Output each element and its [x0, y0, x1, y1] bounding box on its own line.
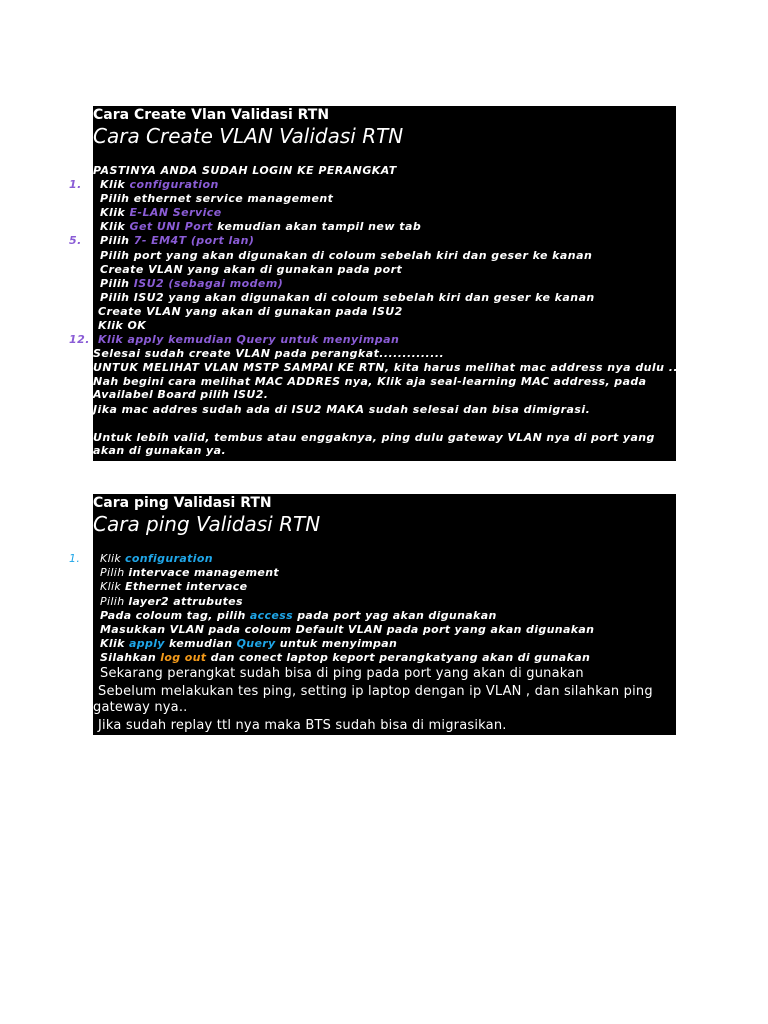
- list-text: [100, 637, 397, 650]
- step-text: dan conect laptop keport perangkatyang akan di gunakan: [206, 651, 591, 665]
- list-text: [100, 263, 402, 276]
- list-text: [100, 566, 279, 579]
- highlight-text: Query: [236, 637, 276, 651]
- step-text: Klik: [100, 637, 129, 651]
- list-text: [100, 609, 497, 622]
- vlan-guide-block: [69, 106, 678, 461]
- list-text: [100, 192, 333, 205]
- list-number: 3.: [69, 580, 81, 594]
- list-number: 11.: [69, 718, 91, 733]
- list-number: 3.: [69, 206, 82, 220]
- step-text: Pilih: [100, 566, 129, 580]
- list-text: Jika sudah replay ttl nya maka BTS sudah bisa di migrasikan.: [98, 718, 507, 733]
- list-text: [100, 206, 222, 219]
- step-text: Klik OK: [98, 319, 147, 332]
- list-text: [100, 277, 283, 290]
- paragraph-3: Jika mac addres sudah ada di ISU2 MAKA sudah selesai dan bisa dimigrasi.: [93, 403, 591, 416]
- list-text: [100, 178, 219, 191]
- highlight-text: configuration: [129, 178, 219, 191]
- step-text: Pilih: [100, 234, 134, 248]
- step-text: Pilih port yang akan digunakan di coloum sebelah kiri dan geser ke kanan: [100, 248, 593, 262]
- list-text: [98, 305, 403, 318]
- list-text: [98, 319, 146, 332]
- list-item-continuation: gateway nya..: [93, 700, 188, 715]
- paragraph-1: UNTUK MELIHAT VLAN MSTP SAMPAI KE RTN, kita harus melihat mac address nya dulu ..: [93, 361, 678, 374]
- list-number: 5.: [69, 234, 82, 248]
- list-number: 6.: [69, 623, 81, 636]
- list-text: [100, 220, 421, 233]
- step-text: kemudian akan tampil new tab: [212, 220, 422, 234]
- section-title-small: Cara ping Validasi RTN: [93, 495, 272, 511]
- step-text: Pilih ethernet service management: [100, 192, 334, 206]
- highlight-text: Ethernet intervace: [124, 580, 248, 594]
- highlight-text: intervace management: [128, 566, 280, 580]
- highlight-text: Get UNI Port: [129, 220, 213, 234]
- list-text: Sekarang perangkat sudah bisa di ping pada port yang akan di gunakan: [100, 666, 584, 681]
- section-title: Cara ping Validasi RTN: [93, 512, 321, 536]
- list-text: [100, 249, 592, 262]
- step-text: Silahkan: [100, 651, 161, 665]
- highlight-text: 7- EM4T (port lan): [133, 234, 255, 248]
- step-text: kemudian: [164, 637, 237, 651]
- highlight-text: configuration: [124, 552, 213, 565]
- list-number: 8.: [69, 651, 81, 665]
- highlight-text: ISU2 (sebagai modem): [133, 276, 284, 290]
- list-number: 4.: [69, 594, 81, 608]
- section-title-small: Cara Create Vlan Validasi RTN: [93, 107, 330, 123]
- list-number: 6.: [69, 248, 82, 262]
- list-text: [100, 552, 213, 565]
- list-text: [98, 333, 399, 346]
- highlight-text: apply: [128, 637, 165, 651]
- list-number: 10.: [69, 304, 90, 318]
- list-number: 8.: [69, 276, 82, 290]
- ping-guide-block: [69, 494, 676, 735]
- list-number: 2.: [69, 192, 82, 206]
- step-text: Create VLAN yang akan di gunakan pada port: [100, 262, 403, 276]
- section-title: Cara Create VLAN Validasi RTN: [93, 124, 404, 148]
- list-text: [100, 595, 243, 608]
- highlight-text: layer2 attrubutes: [128, 594, 243, 608]
- list-number: 4.: [69, 220, 82, 234]
- list-number: 12.: [69, 333, 90, 347]
- list-text: [100, 651, 590, 664]
- list-number: 2.: [69, 566, 81, 580]
- list-text: [100, 623, 594, 636]
- list-number: 11.: [69, 319, 90, 332]
- list-number: 7.: [69, 262, 82, 276]
- list-number: 1.: [69, 552, 81, 565]
- list-number: 9.: [69, 290, 82, 304]
- list-text: Sebelum melakukan tes ping, setting ip laptop dengan ip VLAN , dan silahkan ping: [98, 684, 653, 699]
- list-number: 10.: [69, 684, 91, 699]
- list-number: 5.: [69, 608, 81, 622]
- highlight-text: log out: [160, 651, 207, 665]
- step-text: Masukkan VLAN pada coloum Default VLAN pada port yang akan digunakan: [100, 623, 595, 636]
- intro-text: PASTINYA ANDA SUDAH LOGIN KE PERANGKAT: [93, 164, 397, 177]
- step-text: Pilih ISU2 yang akan digunakan di coloum sebelah kiri dan geser ke kanan: [100, 290, 595, 304]
- list-number: 9.: [69, 666, 82, 681]
- step-text: Pilih: [100, 594, 129, 608]
- list-text: [100, 291, 595, 304]
- step-text: pada port yag akan digunakan: [293, 608, 497, 622]
- highlight-text: Klik apply kemudian Query untuk menyimpan: [98, 333, 400, 347]
- list-number: 7.: [69, 637, 81, 651]
- step-text: Create VLAN yang akan di gunakan pada ISU2: [98, 304, 403, 318]
- step-text: Klik: [100, 206, 130, 220]
- list-text: [100, 580, 247, 593]
- paragraph-4: Untuk lebih valid, tembus atau enggaknya, ping dulu gateway VLAN nya di port yang akan di gunakan ya.: [93, 431, 655, 457]
- paragraph-2: Nah begini cara melihat MAC ADDRES nya, Klik aja seal-learning MAC address, pada Availabel Board pilih ISU2.: [93, 375, 647, 401]
- step-text: Klik: [100, 220, 130, 234]
- step-text: Klik: [100, 580, 125, 594]
- done-text: Selesai sudah create VLAN pada perangkat..............: [93, 347, 445, 360]
- list-number: 1.: [69, 178, 82, 191]
- step-text: Klik: [100, 552, 125, 565]
- step-text: Pada coloum tag, pilih: [100, 608, 250, 622]
- step-text: untuk menyimpan: [275, 637, 398, 651]
- step-text: Klik: [100, 178, 130, 191]
- highlight-text: access: [249, 608, 294, 622]
- highlight-text: E-LAN Service: [129, 206, 222, 220]
- list-text: [100, 234, 254, 247]
- step-text: Pilih: [100, 276, 134, 290]
